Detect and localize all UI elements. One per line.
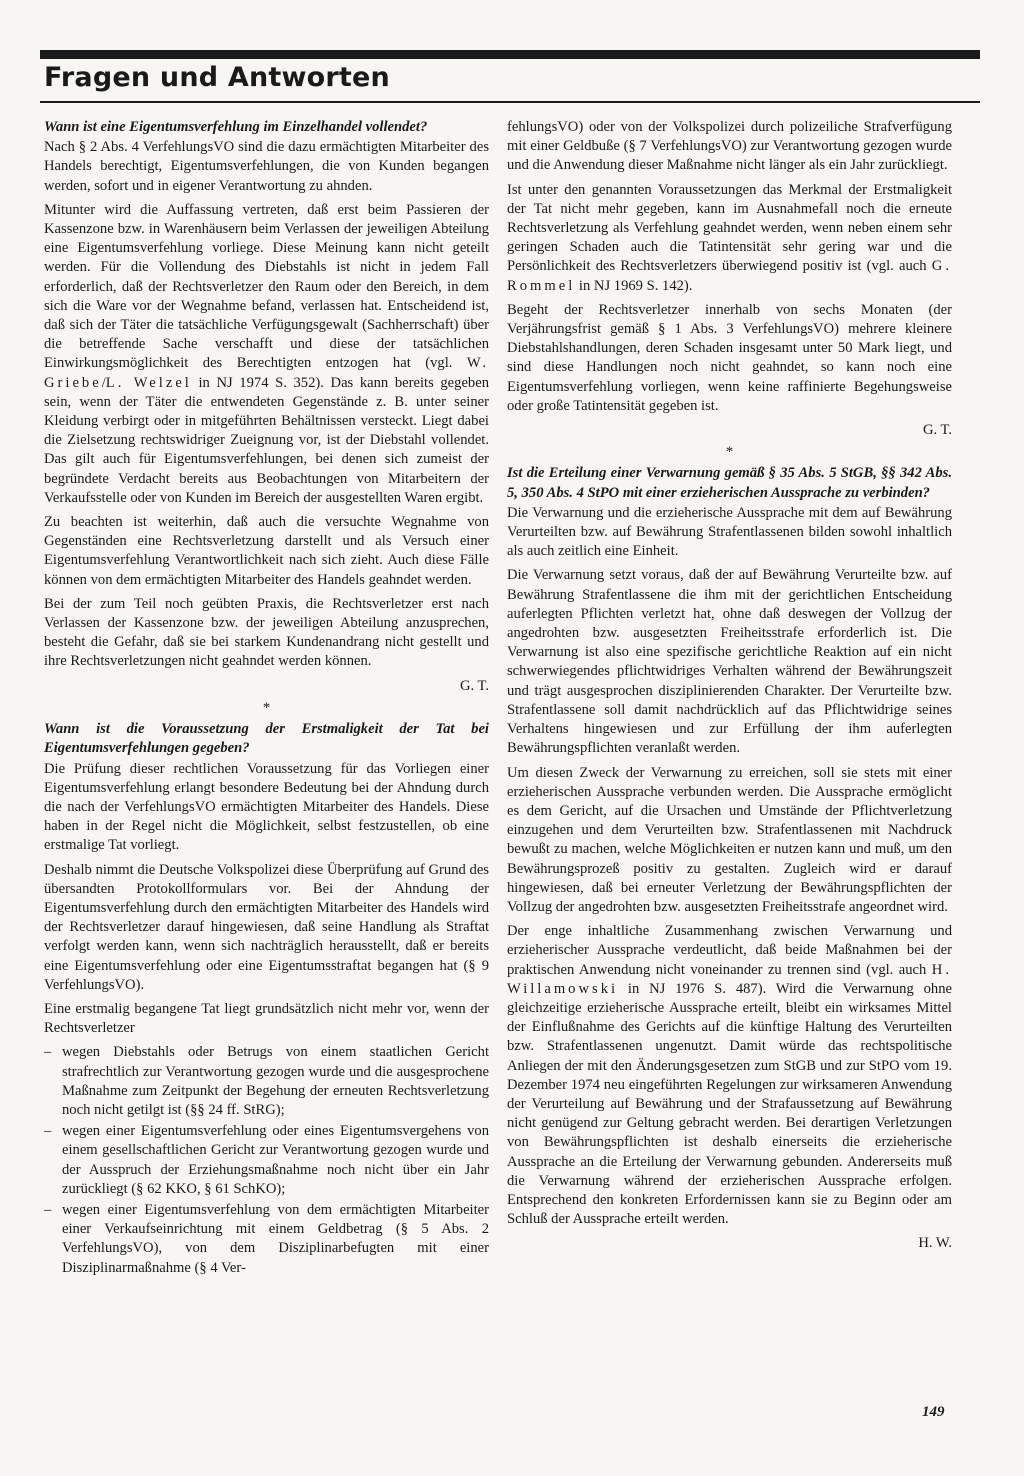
dash-marker: –: [44, 1123, 52, 1140]
paragraph: [507, 922, 952, 1229]
author-name: L. Welzel: [105, 374, 192, 391]
paragraph-text: Mitunter wird die Auffassung vertreten, daß erst beim Passieren der Kassenzone bzw. in Warenhäusern beim Verlassen der jeweiligen Abteilung eine Eigentumsverfehlung vorliege. Diese Meinung kann nicht geteilt werden. Für die Vollendung des Diebstahls ist nicht in jedem Fall erforderlich, daß der Rechtsverletzer den Raum oder den Bereich, in dem sich die Ware vor der Wegnahme befand, verlassen hat. Entscheidend ist, daß sich der Täter die tatsächliche Verfügungsgewalt (Sachherrschaft) über die betreffende Sache verschafft und diese der tatsächlichen Einwirkungsmöglichkeit des Berechtigten entzogen hat (vgl.: [44, 201, 489, 372]
right-column: [507, 118, 952, 1257]
author-name: G. Rommel: [507, 258, 952, 294]
paragraph-text: in NJ 1969 S. 142).: [575, 277, 693, 294]
paragraph-text: in NJ 1974 S. 352). Das kann bereits gegeben sein, wenn der Täter die entwendeten Gegenstände z. B. unter seiner Kleidung verbirgt oder in mitgeführten Behältnissen versteckt. Liegt dabei die Zielsetzung rechtswidriger Zueignung vor, ist der Diebstahl vollendet. Das gilt auch für Eigentumsverfehlungen, bei denen sich zumeist der begründete Verdacht bereits aus Beobachtungen von Mitarbeitern der Verkaufsstelle oder von Kunden im Bereich der ausgestellten Waren ergibt.: [44, 374, 489, 506]
header-rule: [40, 101, 980, 103]
author-separator: /: [101, 374, 106, 391]
section-separator: *: [725, 444, 734, 461]
paragraph-text: Der enge inhaltliche Zusammenhang zwischen Verwarnung und erzieherischer Aussprache verdeutlicht, daß beide Maßnahmen bei der praktischen Anwendung nicht voneinander zu trennen sind (vgl. auch: [507, 923, 952, 978]
list-item-text: wegen einer Eigentumsverfehlung von dem ermächtigten Mitarbeiter einer Verkaufseinrichtung mit einem Geldbetrag (§ 5 Abs. 2 VerfehlungsVO), von dem Disziplinarbefugten mit einer Disziplinarmaßnahme (§ 4 Ver-: [62, 1201, 489, 1276]
list-item: [44, 1201, 489, 1278]
list-item-text: wegen einer Eigentumsverfehlung oder eines Eigentumsvergehens von einem gesellschaftlichen Gericht zur Verantwortung gezogen wurde und der Ausspruch der Erziehungsmaßnahme noch nicht über ein Jahr zurückliegt (§ 62 KKO, § 61 SchKO);: [62, 1123, 489, 1197]
paragraph: Deshalb nimmt die Deutsche Volkspolizei diese Überprüfung auf Grund des übersandten Protokollformulars vor. Bei der Ahndung der Eigentumsverfehlung durch den ermächtigten Mitarbeiter des Handels wird der Rechtsverletzer darauf hingewiesen, daß seine Handlung als Straftat verfolgt werden kann, wenn sich nachträglich herausstellt, daß er bereits eine Eigentumsverfehlung oder eine Eigentumsstraftat begangen hat (§ 9 VerfehlungsVO).: [44, 861, 489, 993]
author-initials: H. W.: [918, 1235, 952, 1252]
paragraph: Um diesen Zweck der Verwarnung zu erreichen, soll sie stets mit einer erzieherischen Aussprache verbunden werden. Die Aussprache ermöglicht es dem Gericht, auf die Ursachen und Umstände der Pflichtverletzung einzugehen und dem Verurteilten bzw. Strafentlassenen mit Nachdruck bewußt zu machen, welche Möglichkeiten er nutzen kann und muß, um den Bewährungsprozeß positiv zu gestalten. Zugleich wird er darauf hingewiesen, daß bei erneuter Verletzung der Bewährungspflichten der Vollzug der angedrohten bzw. ausgesetzten Freiheitsstrafe angeordnet wird.: [507, 764, 952, 915]
paragraph: Bei der zum Teil noch geübten Praxis, die Rechtsverletzer erst nach Verlassen der Kassenzone bzw. der jeweiligen Abteilung anzusprechen, besteht die Gefahr, daß sie bei starkem Kundenandrang nicht gestellt und ihre Rechtsverletzungen nicht geahndet werden können.: [44, 595, 489, 670]
author-initials: G. T.: [922, 422, 952, 439]
paragraph: Nach § 2 Abs. 4 VerfehlungsVO sind die dazu ermächtigten Mitarbeiter des Handels berechtigt, Eigentumsverfehlungen, die von Kunden begangen werden, sofort und in eigener Verantwortung zu ahnden.: [44, 139, 489, 194]
page-number: 149: [922, 1404, 945, 1420]
question-heading: Ist die Erteilung einer Verwarnung gemäß § 35 Abs. 5 StGB, §§ 342 Abs. 5, 350 Abs. 4 StPO mit einer erzieherischen Aussprache zu verbinden?: [507, 465, 952, 501]
paragraph: Zu beachten ist weiterhin, daß auch die versuchte Wegnahme von Gegenständen eine Rechtsverletzung darstellt und als Versuch einer Eigentumsverfehlung Verantwortlichkeit nach sich zieht. Auch diese Fälle können von dem ermächtigten Mitarbeiter des Handels geahndet werden.: [44, 514, 489, 588]
paragraph-text: Ist unter den genannten Voraussetzungen das Merkmal der Erstmaligkeit der Tat nicht mehr gegeben, kann im Ausnahmefall noch die erneute Rechtsverletzung als Verfehlung geahndet werden, wenn neben einem sehr geringen Schaden auch die Tatintensität sehr gering war und die Persönlichkeit des Rechtsverletzers überwiegend positiv ist (vgl. auch: [507, 181, 952, 275]
dash-marker: –: [44, 1201, 52, 1218]
paragraph: Begeht der Rechtsverletzer innerhalb von sechs Monaten (der Verjährungsfrist gemäß § 1 Abs. 3 VerfehlungsVO) mehrere kleinere Diebstahlshandlungen, deren Schaden insgesamt unter 50 Mark liegt, und sind diese Handlungen noch nicht geahndet, so kann noch eine Eigentumsverfehlung vorliegen, wenn keine raffinierte Begehungsweise oder große Tatintensität gegeben ist.: [507, 301, 952, 414]
paragraph: [44, 201, 489, 508]
dash-marker: –: [44, 1044, 52, 1061]
section-separator: *: [262, 699, 271, 716]
list-item-text: wegen Diebstahls oder Betrugs von einem staatlichen Gericht strafrechtlich zur Verantwortung gezogen wurde und die ausgesprochene Maßnahme zum Zeitpunkt der Begehung der erneuten Rechtsverletzung noch nicht getilgt ist (§§ 24 ff. StRG);: [62, 1044, 489, 1118]
list-item: [44, 1043, 489, 1120]
author-name: H. Willamowski: [507, 961, 952, 997]
paragraph-text: in NJ 1976 S. 487). Wird die Verwarnung ohne gleichzeitige erzieherische Aussprache erteilt, bleibt ein wirksames Mittel der Einflußnahme des Gerichts auf die künftige Haltung des Verurteilten bzw. Strafentlassenen ungenutzt. Damit würde das rechtspolitische Anliegen der mit den Änderungsgesetzen zum StGB und zur StPO vom 19. Dezember 1974 neu eingeführten Regelungen zur wirksameren Anwendung der Verurteilung auf Bewährung und der Strafaussetzung auf Bewährung nicht genügend zur Geltung gebracht werden. Bei derartigen Verletzungen von Bewährungspflichten ist deshalb einerseits die erzieherische Aussprache an die Erteilung der Verwarnung gebunden. Andererseits muß die Verwarnung während der erzieherischen Aussprache erfolgen. Entsprechend den konkreten Erfordernissen kann sie zu Beginn oder am Schluß der Aussprache erteilt werden.: [507, 980, 952, 1228]
page-title: Fragen und Antworten: [44, 62, 390, 93]
paragraph: Die Verwarnung setzt voraus, daß der auf Bewährung Verurteilte bzw. auf Bewährung Strafentlassene die ihm mit der gerichtlichen Entscheidung auferlegten Pflichten verletzt hat, ohne daß deswegen der Vollzug der angedrohten bzw. ausgesetzten Freiheitsstrafe erforderlich ist. Die Verwarnung ist also eine spezifische gerichtliche Reaktion auf ein nicht schwerwiegendes pflichtwidriges Verhalten während der Bewährungszeit und trägt ausgesprochen disziplinierenden Charakter. Der Verurteilte bzw. Strafentlassene soll damit nachdrücklich auf das Pflichtwidrige seines Verhaltens hingewiesen und zur Erfüllung der ihm auferlegten Bewährungspflichten veranlaßt werden.: [507, 567, 952, 757]
author-name: W. Griebe: [44, 355, 489, 391]
condition-list: [44, 1043, 489, 1277]
paragraph: Die Verwarnung und die erzieherische Aussprache mit dem auf Bewährung Verurteilten bzw. auf Bewährung Strafentlassenen bilden sowohl inhaltlich als auch zeitlich eine Einheit.: [507, 504, 952, 560]
question-heading: Wann ist eine Eigentumsverfehlung im Einzelhandel vollendet?: [44, 119, 428, 135]
paragraph: fehlungsVO) oder von der Volkspolizei durch polizeiliche Strafverfügung mit einer Geldbuße (§ 7 VerfehlungsVO) zur Verantwortung gezogen wurde und die Anwendung dieser Maßnahme nicht länger als ein Jahr zurückliegt.: [507, 119, 952, 174]
list-item: [44, 1122, 489, 1199]
header-bar: [40, 50, 980, 59]
paragraph: [507, 181, 952, 296]
question-heading: Wann ist die Voraussetzung der Erstmaligkeit der Tat bei Eigentumsverfehlungen gegeben?: [44, 721, 489, 757]
left-column: [44, 118, 489, 1282]
paragraph: Eine erstmalig begangene Tat liegt grundsätzlich nicht mehr vor, wenn der Rechtsverletzer: [44, 1000, 489, 1037]
author-initials: G. T.: [459, 677, 489, 694]
paragraph: Die Prüfung dieser rechtlichen Voraussetzung für das Vorliegen einer Eigentumsverfehlung erlangt besondere Bedeutung bei der Ahndung durch die nach der VerfehlungsVO ermächtigten Mitarbeiter des Handels. Diese haben in der Regel nicht die Möglichkeit, selbst festzustellen, ob eine erstmalige Tat vorliegt.: [44, 760, 489, 854]
